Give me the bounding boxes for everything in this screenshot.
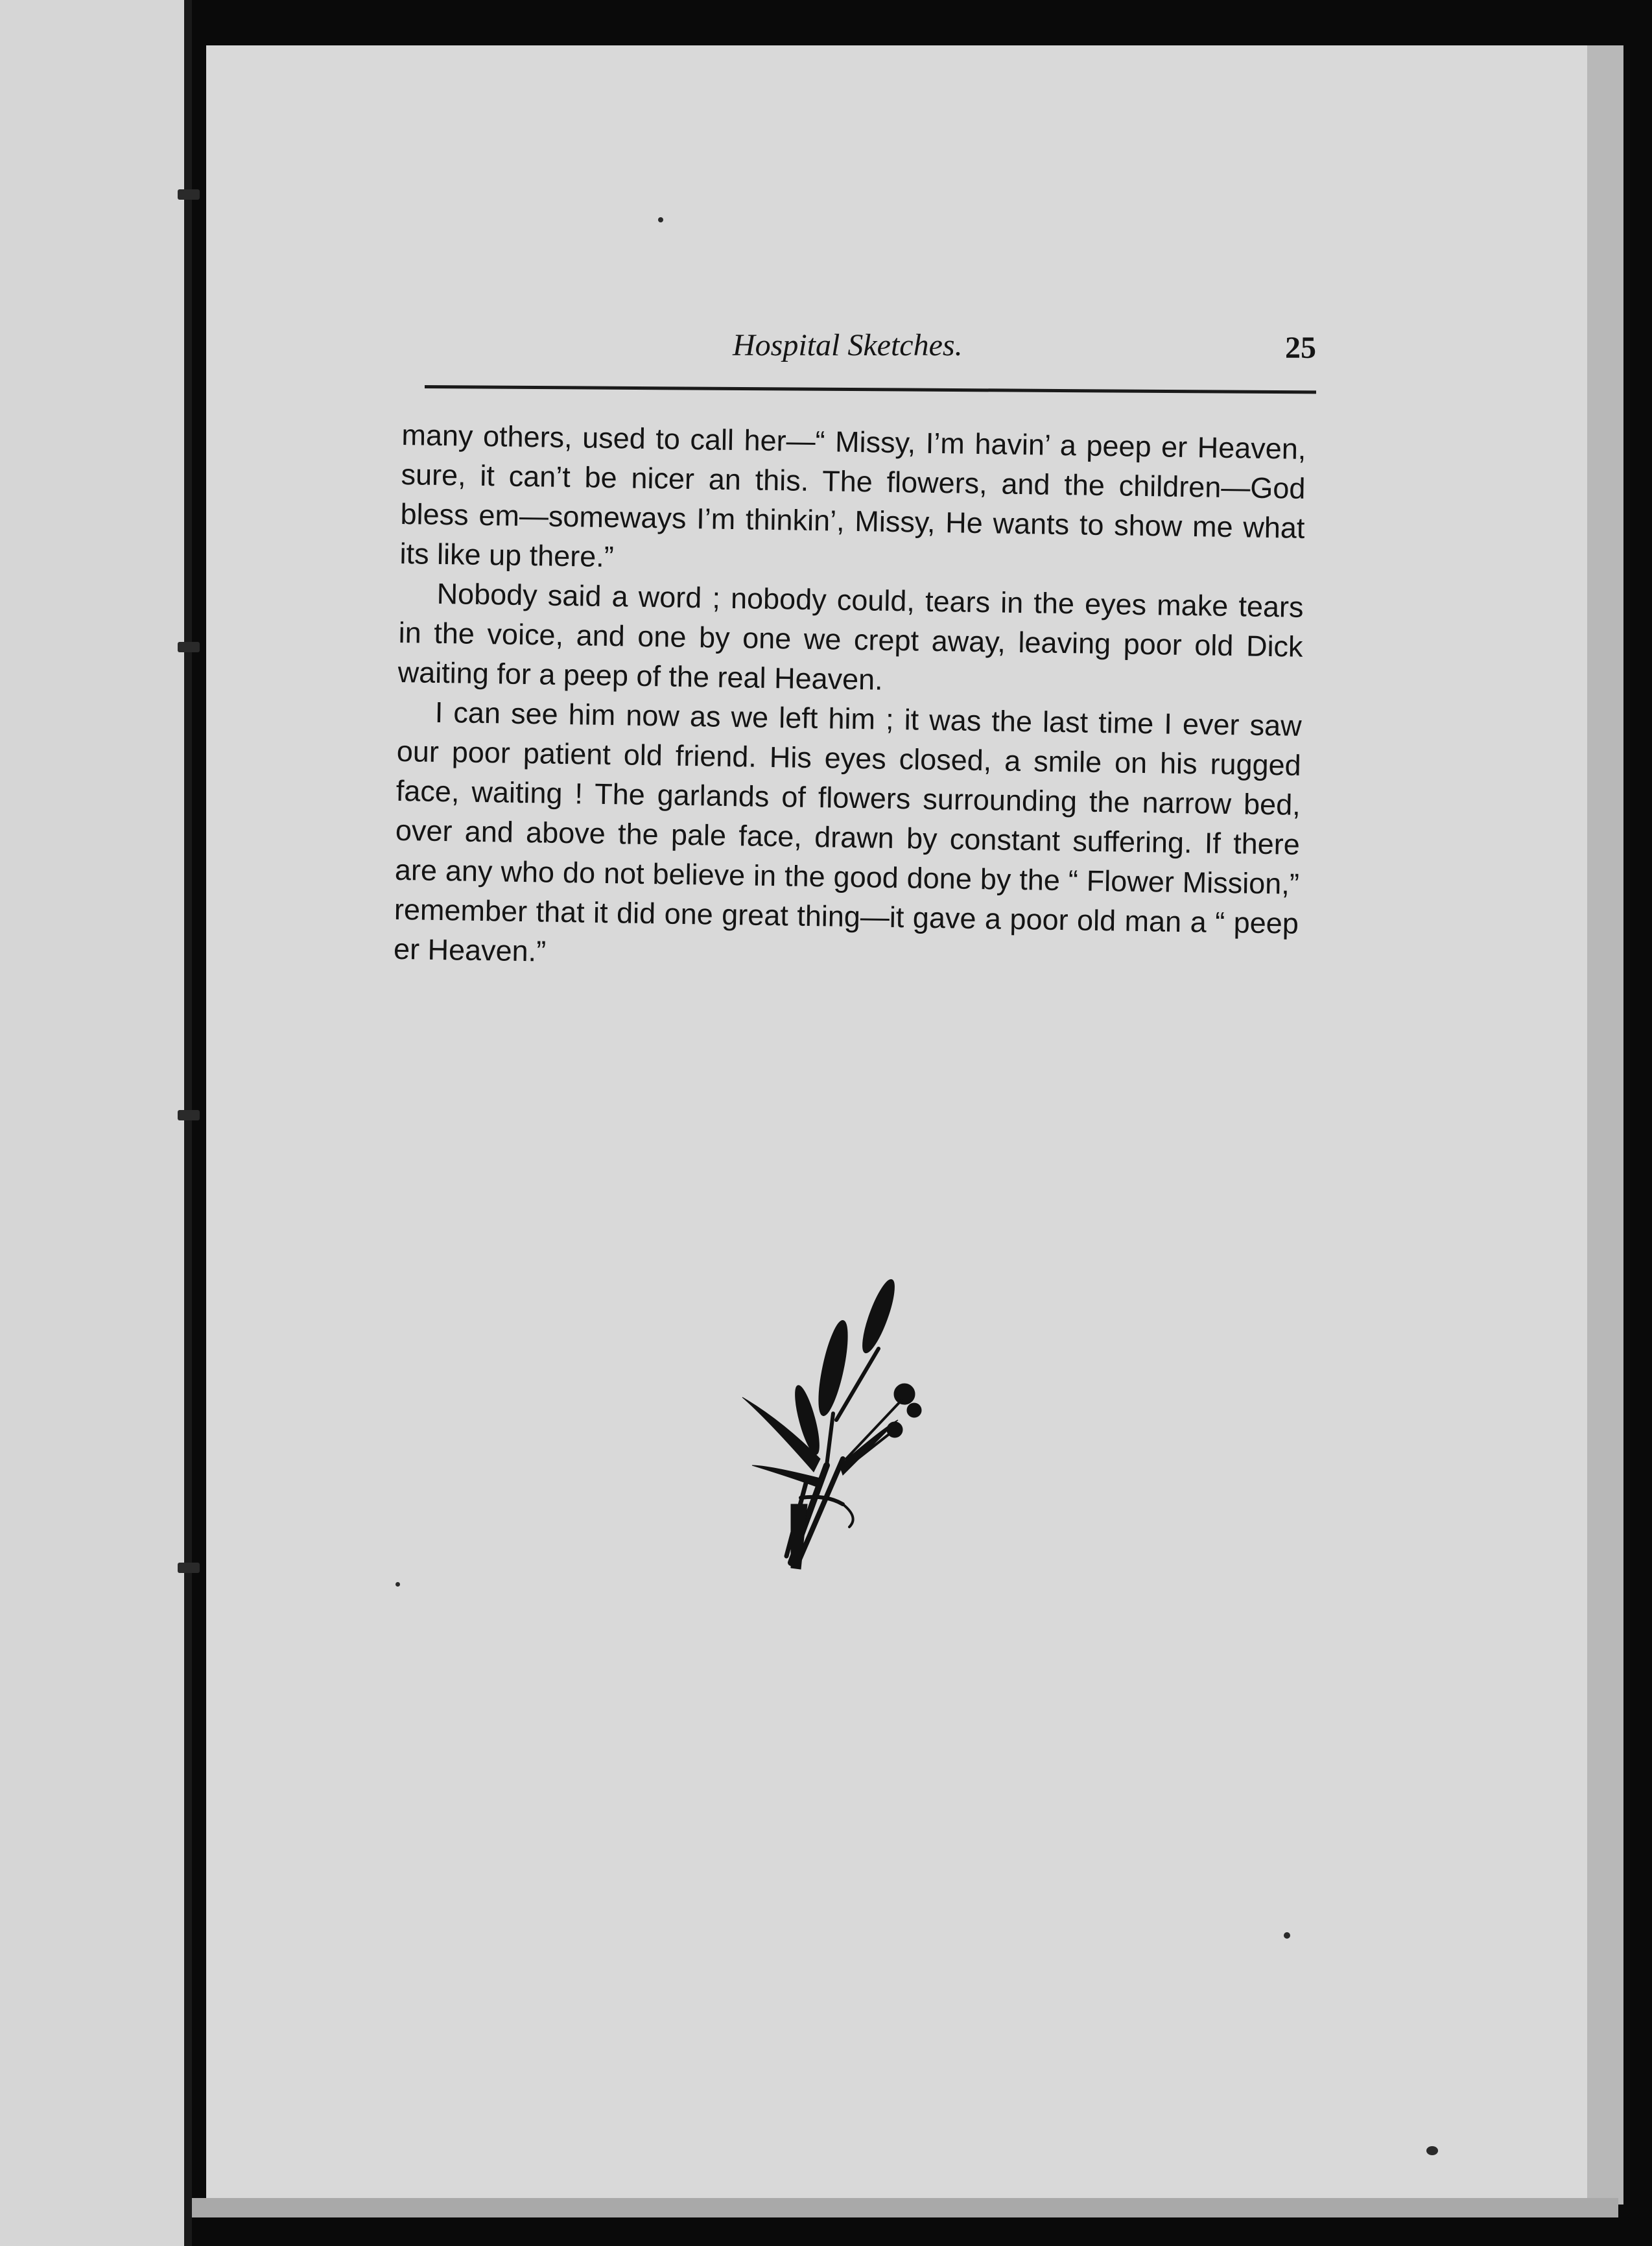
running-title: Hospital Sketches. bbox=[733, 328, 963, 362]
page-bottom-edge bbox=[192, 2198, 1618, 2217]
running-header bbox=[421, 327, 1316, 379]
book-spine bbox=[184, 0, 192, 2246]
binding-stitch bbox=[178, 642, 200, 652]
previous-page-edge bbox=[0, 0, 189, 2246]
paragraph: I can see him now as we left him ; it was the last time I ever saw our poor patient old friend. His eyes closed, a smile on his rugged face, waiting ! The garlands of flowers surrounding the narrow bed, over and above the pale face, drawn by constant suffering. If there are any who do not believe in the good done by the “ Flower Mission,” remember that it did one great thing—it gave a poor old man a “ peep er Heaven.” bbox=[393, 695, 1303, 968]
binding-stitch bbox=[178, 1110, 200, 1120]
paper-speck bbox=[1426, 2146, 1438, 2155]
binding-stitch bbox=[178, 189, 200, 200]
page-stack-edge bbox=[1587, 45, 1623, 2205]
paper-speck bbox=[395, 1582, 400, 1587]
paper-speck bbox=[658, 217, 663, 222]
page-number: 25 bbox=[1285, 331, 1316, 365]
body-text bbox=[394, 415, 1306, 983]
binding-stitch bbox=[178, 1563, 200, 1573]
wheat-and-flower-bouquet-icon bbox=[729, 1271, 943, 1576]
paragraph: many others, used to call her—“ Missy, I’m havin’ a peep er Heaven, sure, it can’t be nicer an this. The flowers, and the children—God bless em—someways I’m thinkin’, Missy, He wants to show me what its like up there.” bbox=[399, 418, 1306, 574]
paper-speck bbox=[1284, 1932, 1290, 1939]
paragraph: Nobody said a word ; nobody could, tears in the eyes make tears in the voice, and one by one we crept away, leaving poor old Dick waiting for a peep of the real Heaven. bbox=[397, 576, 1304, 696]
